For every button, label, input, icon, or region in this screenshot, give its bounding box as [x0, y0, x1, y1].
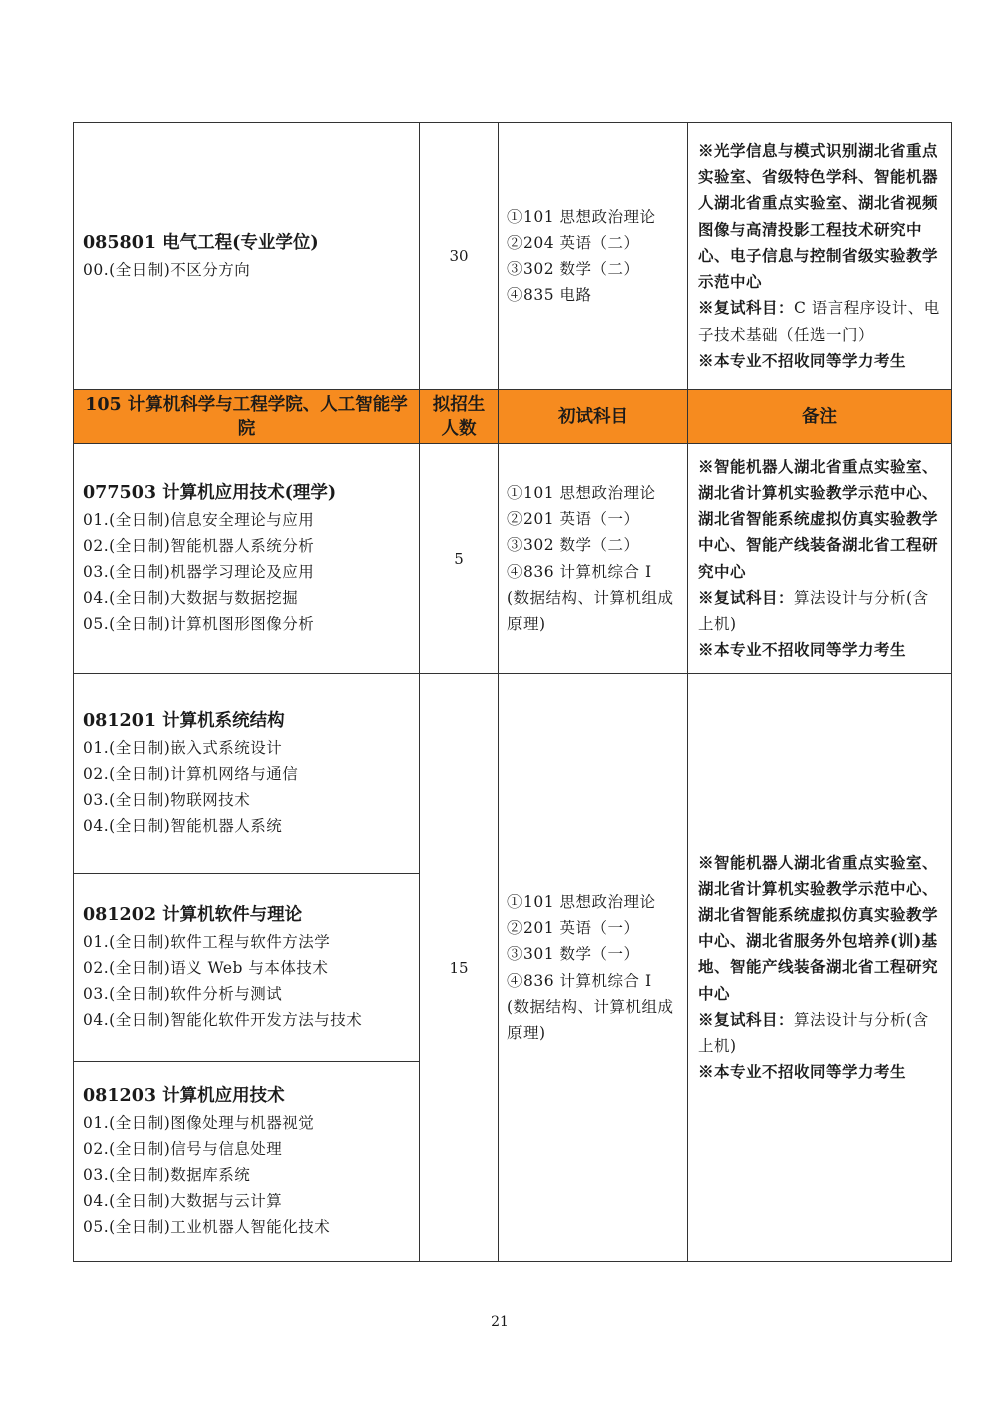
direction-item: 05.(全日制)计算机图形图像分析 [83, 615, 315, 633]
table-row [74, 123, 952, 390]
subject-item: ①101 思想政治理论 [507, 892, 656, 911]
major-title: 081203 计算机应用技术 [83, 1086, 285, 1106]
note-retest-value: C 语言程序设计、电子技术基础（任选一门） [698, 299, 940, 344]
direction-item: 03.(全日制)物联网技术 [83, 791, 251, 809]
direction-item: 03.(全日制)数据库系统 [83, 1166, 251, 1184]
subject-item: ②201 英语（一） [507, 919, 640, 938]
notes-header: 备注 [688, 390, 952, 444]
note-retest [698, 585, 943, 637]
note-retest-label: ※复试科目： [698, 587, 795, 607]
note-labs: ※智能机器人湖北省重点实验室、湖北省计算机实验教学示范中心、湖北省智能系统虚拟仿真实验教学中心、智能产线装备湖北省工程研究中心 [698, 456, 939, 581]
direction-item: 03.(全日制)软件分析与测试 [83, 985, 283, 1003]
major-cell [74, 674, 420, 874]
direction-item: 00.(全日制)不区分方向 [83, 260, 251, 279]
admissions-table [73, 122, 952, 1262]
notes-cell [688, 674, 952, 1262]
direction-item: 01.(全日制)软件工程与软件方法学 [83, 933, 331, 951]
subjects-header: 初试科目 [499, 390, 688, 444]
exam-subjects [499, 674, 688, 1262]
direction-item: 02.(全日制)语义 Web 与本体技术 [83, 959, 329, 977]
major-title: 081201 计算机系统结构 [83, 711, 285, 731]
subject-item: ②204 英语（二） [507, 233, 640, 252]
subject-item: ①101 思想政治理论 [507, 483, 656, 502]
direction-item: 02.(全日制)计算机网络与通信 [83, 765, 299, 783]
direction-item: 04.(全日制)大数据与数据挖掘 [83, 589, 299, 607]
direction-item: 02.(全日制)信号与信息处理 [83, 1140, 283, 1158]
table-row [74, 444, 952, 674]
note-no-equivalent: ※本专业不招收同等学力考生 [698, 640, 907, 660]
note-labs: ※智能机器人湖北省重点实验室、湖北省计算机实验教学示范中心、湖北省智能系统虚拟仿真实验教学中心、湖北省服务外包培养(训)基地、智能产线装备湖北省工程研究中心 [698, 852, 939, 1003]
quota-value: 5 [420, 444, 499, 674]
page-number: 21 [491, 1314, 509, 1330]
direction-item: 04.(全日制)智能化软件开发方法与技术 [83, 1011, 363, 1029]
subject-item: ①101 思想政治理论 [507, 207, 656, 226]
subject-item: ②201 英语（一） [507, 510, 640, 529]
notes-cell [688, 444, 952, 674]
note-no-equivalent: ※本专业不招收同等学力考生 [698, 1062, 907, 1082]
subject-item: ④836 计算机综合 I (数据结构、计算机组成原理) [507, 562, 674, 633]
major-cell [74, 874, 420, 1062]
subject-item: ③302 数学（二） [507, 260, 640, 278]
section-header-row [74, 390, 952, 444]
major-cell [74, 123, 420, 390]
major-cell [74, 444, 420, 674]
major-title: 077503 计算机应用技术(理学) [83, 483, 337, 503]
direction-item: 04.(全日制)智能机器人系统 [83, 817, 283, 835]
subject-item: ③302 数学（二） [507, 536, 640, 555]
notes-cell [688, 123, 952, 390]
note-no-equivalent: ※本专业不招收同等学力考生 [698, 350, 907, 370]
note-labs: ※光学信息与模式识别湖北省重点实验室、省级特色学科、智能机器人湖北省重点实验室、湖北省视频图像与高清投影工程技术研究中心、电子信息与控制省级实验教学示范中心 [698, 141, 939, 292]
quota-value: 30 [420, 123, 499, 390]
major-title: 085801 电气工程(专业学位) [83, 232, 319, 253]
exam-subjects [499, 444, 688, 674]
subject-item: ③301 数学（一） [507, 945, 640, 964]
direction-item: 05.(全日制)工业机器人智能化技术 [83, 1218, 331, 1236]
note-retest [698, 295, 943, 347]
school-header: 105 计算机科学与工程学院、人工智能学院 [74, 390, 420, 444]
major-cell [74, 1062, 420, 1262]
quota-value: 15 [420, 674, 499, 1262]
subject-item: ④835 电路 [507, 286, 592, 305]
direction-item: 04.(全日制)大数据与云计算 [83, 1192, 283, 1210]
note-retest [698, 1007, 943, 1059]
major-title: 081202 计算机软件与理论 [83, 905, 303, 925]
direction-item: 02.(全日制)智能机器人系统分析 [83, 537, 315, 555]
exam-subjects [499, 123, 688, 390]
quota-header: 拟招生人数 [420, 390, 499, 444]
note-retest-value: 算法设计与分析(含上机) [698, 588, 929, 633]
subject-item: ④836 计算机综合 I (数据结构、计算机组成原理) [507, 971, 674, 1042]
table-row [74, 674, 952, 874]
direction-item: 01.(全日制)信息安全理论与应用 [83, 511, 315, 529]
direction-item: 03.(全日制)机器学习理论及应用 [83, 563, 315, 581]
note-retest-value: 算法设计与分析(含上机) [698, 1010, 929, 1055]
note-retest-label: ※复试科目： [698, 298, 795, 318]
direction-item: 01.(全日制)图像处理与机器视觉 [83, 1114, 315, 1132]
direction-item: 01.(全日制)嵌入式系统设计 [83, 739, 283, 757]
note-retest-label: ※复试科目： [698, 1009, 795, 1029]
